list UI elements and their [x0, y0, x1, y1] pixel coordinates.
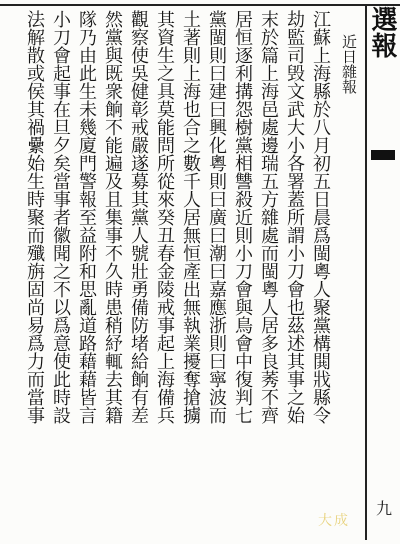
- text-column-11: 小刀會起事在旦夕矣當事者徽聞之不以爲意使此時設: [50, 10, 71, 424]
- text-column-1: 江蘇上海縣於八月初五日晨爲閩粵人聚黨構閧戕縣令: [310, 10, 331, 424]
- text-column-3: 末於篇上海邑處邊瑞五方雜處而閩粵人居多良莠不齊: [258, 10, 279, 424]
- masthead-title: 選報: [367, 6, 397, 58]
- text-column-8: 觀察使吳健彰戒嚴遂募其黨人號壯勇備防堵給餉有差: [128, 10, 149, 424]
- text-column-6: 土著則上海也合之數千人居無恒產出無執業擾奪搶擄: [180, 10, 201, 424]
- text-column-7: 其資生之具莫能問所從來癸丑春金陵戒事起上海備兵: [154, 10, 175, 424]
- text-column-5: 黨閩則曰建曰興化粵則曰廣曰潮曰嘉應浙則曰寧波而: [206, 10, 227, 424]
- text-column-10: 隊乃由此生未幾廈門警報至益附和思亂道路藉藉皆言: [76, 10, 97, 424]
- watermark-logo: 大成: [318, 513, 350, 529]
- masthead-ornament: [371, 150, 395, 160]
- text-column-12: 法解散或侯其禍纍始生時聚而殲旃固尚易爲力而當事: [24, 10, 45, 424]
- masthead-divider: [365, 4, 367, 540]
- section-heading: 近日雜報: [340, 34, 358, 94]
- text-column-9: 然黨與既衆餉不能遍及且集事不久時患稍紓輒去其籍: [102, 10, 123, 424]
- text-column-2: 劫監司毁文武大小各署蓋所謂小刀會也茲述其事之始: [284, 10, 305, 424]
- top-rule: [0, 4, 400, 6]
- page-number: 九: [375, 499, 392, 518]
- text-column-4: 居恒逐利搆怨樹黨相讐殺近則小刀會與鳥會中復判七: [232, 10, 253, 424]
